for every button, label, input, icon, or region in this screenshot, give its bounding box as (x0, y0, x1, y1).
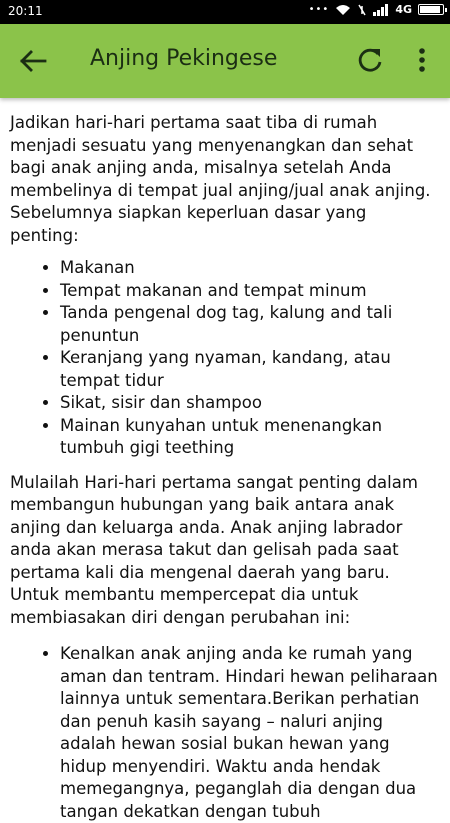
list-item: • Kenalkan anak anjing anda ke rumah yang aman dan tentram. Hindari hewan peliharaan lainnya untuk sementara.Berikan perhatian dan penuh kasih sayang – naluri anjing adalah hewan sosial bukan hewan yang hidup menyendiri. Waktu anda hendak memegangnya, peganglah dia dengan dua tangan dekatkan dengan tubuh (60, 643, 440, 823)
app-bar (0, 24, 450, 98)
status-icons (309, 3, 444, 16)
more-vert-icon[interactable] (412, 46, 432, 74)
list-item: • Sikat, sisir dan shampoo (60, 392, 440, 415)
tips-list (10, 643, 440, 823)
battery-icon (418, 4, 444, 15)
intro-paragraph: Jadikan hari-hari pertama saat tiba di rumah menjadi sesuatu yang menyenangkan dan sehat bagi anak anjing anda, misalnya setelah Anda membelinya di tempat jual anjing/jual anak anjing. Sebelumnya siapkan keperluan dasar yang penting: (10, 113, 431, 245)
list-item: • Tempat makanan and tempat minum (60, 280, 440, 303)
status-bar (0, 0, 450, 24)
article-content (10, 112, 440, 823)
signal-icon (373, 4, 389, 16)
supplies-list (10, 257, 440, 460)
status-time: 20:11 (8, 4, 43, 18)
list-item: • Tanda pengenal dog tag, kalung and tali penuntun (60, 302, 440, 347)
battery-level (420, 6, 440, 13)
no-signal-icon (357, 4, 367, 16)
list-item: • Makanan (60, 257, 440, 280)
network-type: 4G (395, 3, 412, 16)
refresh-icon[interactable] (356, 46, 384, 74)
notification-dots: ••• (308, 4, 330, 15)
wifi-icon (335, 4, 351, 16)
list-item: • Keranjang yang nyaman, kandang, atau tempat tidur (60, 347, 440, 392)
second-paragraph: Mulailah Hari-hari pertama sangat penting dalam membangun hubungan yang baik antara anak anjing dan keluarga anda. Anak anjing labrador anda akan merasa takut dan gelisah pada saat pertama kali dia mengenal daerah yang baru. Untuk membantu mempercepat dia untuk membiasakan diri dengan perubahan ini: (10, 472, 418, 627)
list-item: • Mainan kunyahan untuk menenangkan tumbuh gigi teething (60, 415, 440, 460)
page-title: Anjing Pekingese (90, 46, 278, 71)
arrow-left-icon[interactable] (18, 48, 48, 74)
